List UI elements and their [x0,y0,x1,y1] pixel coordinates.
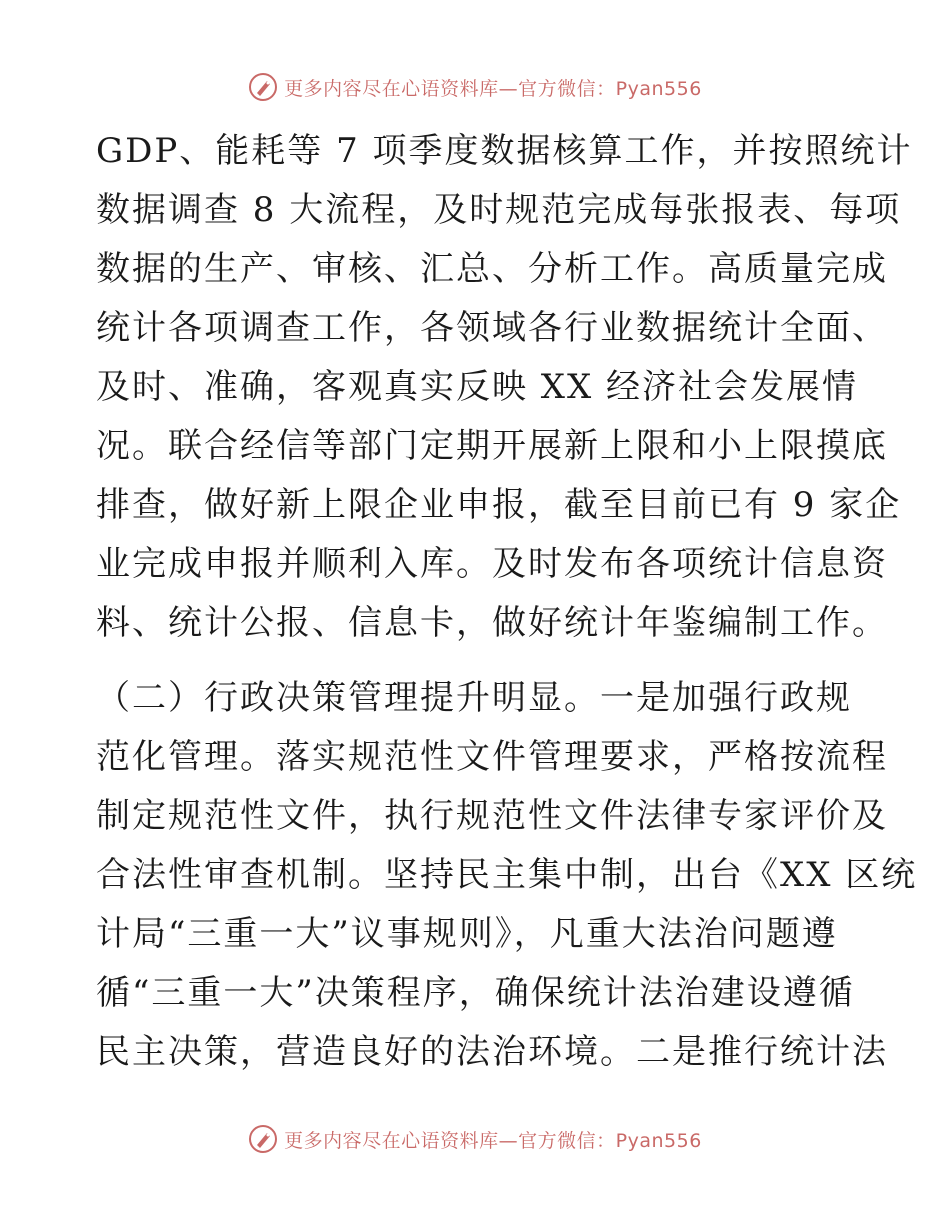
text-line: 民主决策，营造良好的法治环境。二是推行统计法 [96,1032,888,1072]
pen-nib-logo-icon [248,1124,278,1154]
header-watermark [0,72,950,102]
text-line: GDP、能耗等 7 项季度数据核算工作，并按照统计 [96,131,913,171]
text-line: 范化管理。落实规范性文件管理要求，严格按流程 [96,737,888,777]
paragraph-gap [96,653,866,669]
pen-nib-logo-icon [248,72,278,102]
text-line: 计局“三重一大”议事规则》，凡重大法治问题遵 [96,914,838,954]
text-line: 循“三重一大”决策程序，确保统计法治建设遵循 [96,973,855,1013]
paragraph [96,122,913,653]
text-line: 制定规范性文件，执行规范性文件法律专家评价及 [96,796,888,836]
text-line: 业完成申报并顺利入库。及时发布各项统计信息资 [96,544,888,584]
document-body [96,122,918,1082]
text-line: 合法性审查机制。坚持民主集中制，出台《XX 区统 [96,855,918,895]
text-line: 数据调查 8 大流程，及时规范完成每张报表、每项 [96,190,902,230]
text-line: 况。联合经信等部门定期开展新上限和小上限摸底 [96,426,888,466]
watermark-text: 更多内容尽在心语资料库—官方微信：Pyan556 [284,77,702,100]
text-line: 及时、准确，客观真实反映 XX 经济社会发展情 [96,367,859,407]
text-line: 数据的生产、审核、汇总、分析工作。高质量完成 [96,249,888,289]
text-line: 料、统计公报、信息卡，做好统计年鉴编制工作。 [96,603,888,643]
text-line: 统计各项调查工作，各领域各行业数据统计全面、 [96,308,888,348]
footer-watermark [0,1124,950,1154]
watermark-text: 更多内容尽在心语资料库—官方微信：Pyan556 [284,1129,702,1152]
text-line: （二）行政决策管理提升明显。一是加强行政规 [96,678,852,718]
text-line: 排查，做好新上限企业申报，截至目前已有 9 家企 [96,485,902,525]
paragraph [96,669,918,1082]
